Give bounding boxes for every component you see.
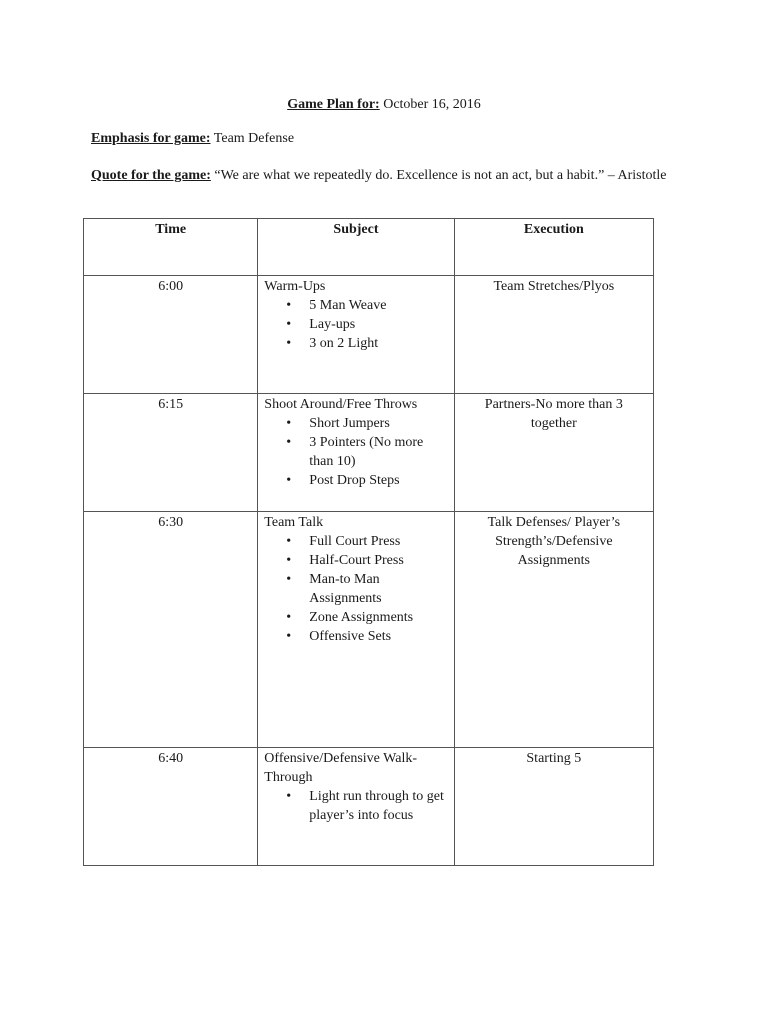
execution-cell: Talk Defenses/ Player’s Strength’s/Defensive Assignments <box>454 512 653 748</box>
execution-cell: Partners-No more than 3 together <box>454 394 653 512</box>
time-cell: 6:15 <box>84 394 258 512</box>
subject-cell <box>258 394 454 512</box>
list-item: • Lay-ups <box>264 315 447 334</box>
header-time: Time <box>84 219 258 276</box>
subject-bullet-list <box>264 296 447 353</box>
game-plan-date: October 16, 2016 <box>379 97 481 112</box>
subject-cell <box>258 276 454 394</box>
subject-cell <box>258 748 454 866</box>
list-item: • Half-Court Press <box>264 551 447 570</box>
table-row <box>84 276 654 394</box>
subject-title: Shoot Around/Free Throws <box>264 397 418 412</box>
execution-cell: Starting 5 <box>454 748 653 866</box>
table-row <box>84 748 654 866</box>
game-plan-table <box>83 218 654 866</box>
list-item: • Full Court Press <box>264 532 447 551</box>
list-item: • 5 Man Weave <box>264 296 447 315</box>
subject-bullet-list <box>264 787 447 825</box>
header-subject: Subject <box>258 219 454 276</box>
emphasis-line <box>91 129 671 148</box>
list-item: • Light run through to get player’s into focus <box>264 787 447 825</box>
list-item: • 3 Pointers (No more than 10) <box>264 433 447 471</box>
quote-label: Quote for the game: <box>91 168 211 183</box>
quote-line <box>91 166 671 185</box>
subject-bullet-list <box>264 414 447 490</box>
list-item: • Post Drop Steps <box>264 471 447 490</box>
list-item: • Short Jumpers <box>264 414 447 433</box>
subject-cell <box>258 512 454 748</box>
emphasis-value: Team Defense <box>210 131 295 146</box>
list-item: • Zone Assignments <box>264 608 447 627</box>
execution-cell: Team Stretches/Plyos <box>454 276 653 394</box>
time-cell: 6:00 <box>84 276 258 394</box>
subject-title: Warm-Ups <box>264 279 326 294</box>
emphasis-label: Emphasis for game: <box>91 131 211 146</box>
subject-bullet-list <box>264 532 447 646</box>
header-execution: Execution <box>454 219 653 276</box>
list-item: • Man-to Man Assignments <box>264 570 447 608</box>
table-row <box>84 394 654 512</box>
quote-value: “We are what we repeatedly do. Excellence is not an act, but a habit.” – Aristotle <box>210 168 667 183</box>
game-plan-title <box>0 95 768 114</box>
table-row <box>84 512 654 748</box>
table-header-row <box>84 219 654 276</box>
subject-title: Team Talk <box>264 515 324 530</box>
list-item: • 3 on 2 Light <box>264 334 447 353</box>
game-plan-label: Game Plan for: <box>287 97 380 112</box>
time-cell: 6:40 <box>84 748 258 866</box>
list-item: • Offensive Sets <box>264 627 447 646</box>
time-cell: 6:30 <box>84 512 258 748</box>
subject-title: Offensive/Defensive Walk-Through <box>264 751 417 785</box>
